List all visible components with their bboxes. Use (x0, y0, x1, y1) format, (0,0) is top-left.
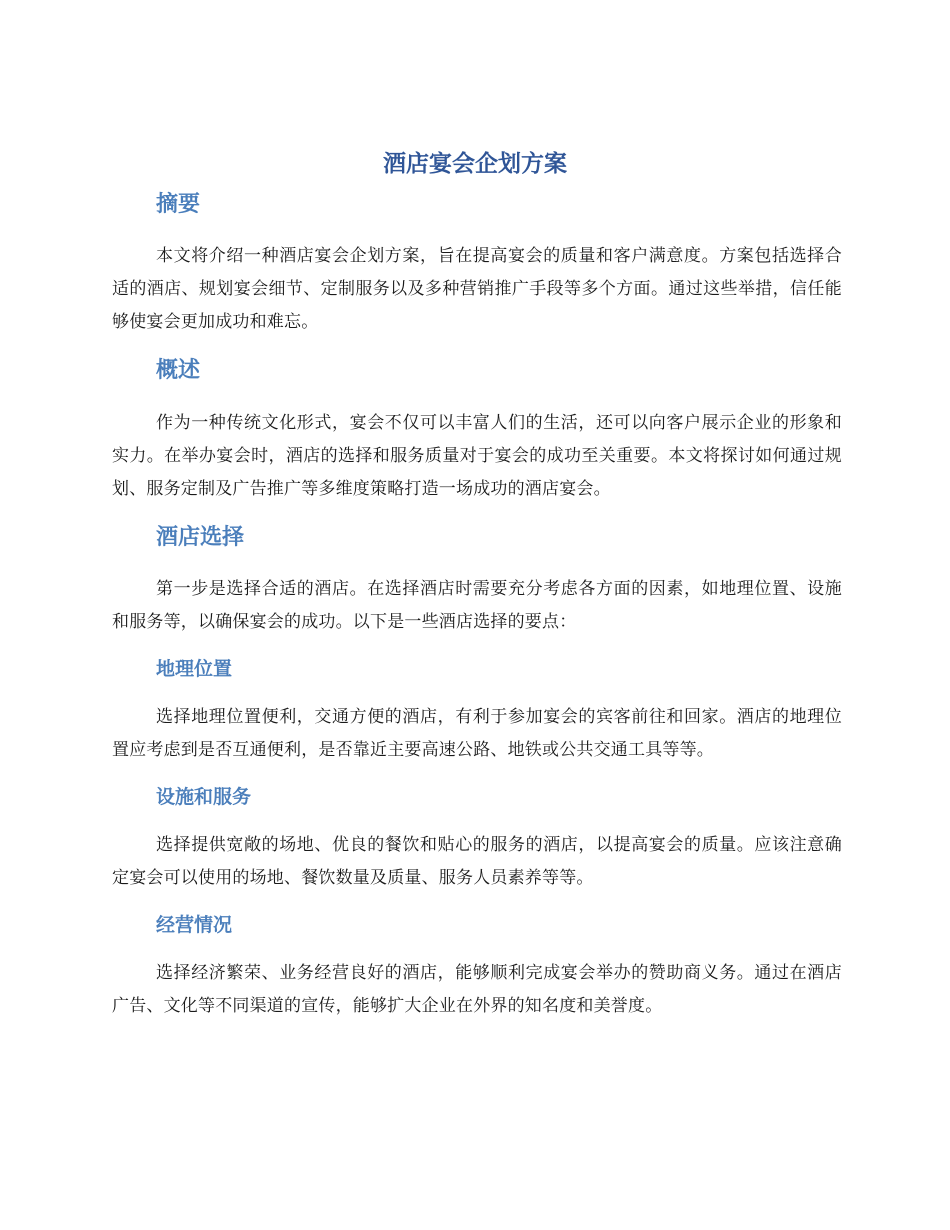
section-heading-overview: 概述 (156, 358, 201, 383)
subsection-paragraph-operations: 选择经济繁荣、业务经营良好的酒店，能够顺利完成宴会举办的赞助商义务。通过在酒店广告、文化等不同渠道的宣传，能够扩大企业在外界的知名度和美誉度。 (112, 963, 842, 1016)
subsection-heading-facilities: 设施和服务 (156, 786, 252, 808)
document-title: 酒店宴会企划方案 (383, 151, 567, 177)
section-paragraph-summary: 本文将介绍一种酒店宴会企划方案，旨在提高宴会的质量和客户满意度。方案包括选择合适的酒店、规划宴会细节、定制服务以及多种营销推广手段等多个方面。通过这些举措，信任能够使宴会更加成功和难忘。 (112, 246, 842, 332)
section-paragraph-hotel-selection: 第一步是选择合适的酒店。在选择酒店时需要充分考虑各方面的因素，如地理位置、设施和服务等，以确保宴会的成功。以下是一些酒店选择的要点： (112, 579, 842, 632)
subsection-heading-operations: 经营情况 (156, 914, 233, 936)
section-heading-hotel-selection: 酒店选择 (156, 525, 245, 550)
subsection-paragraph-facilities: 选择提供宽敞的场地、优良的餐饮和贴心的服务的酒店，以提高宴会的质量。应该注意确定宴会可以使用的场地、餐饮数量及质量、服务人员素养等等。 (112, 835, 842, 888)
subsection-paragraph-location: 选择地理位置便利，交通方便的酒店，有利于参加宴会的宾客前往和回家。酒店的地理位置应考虑到是否互通便利，是否靠近主要高速公路、地铁或公共交通工具等等。 (112, 707, 842, 760)
section-paragraph-overview: 作为一种传统文化形式，宴会不仅可以丰富人们的生活，还可以向客户展示企业的形象和实力。在举办宴会时，酒店的选择和服务质量对于宴会的成功至关重要。本文将探讨如何通过规划、服务定制及广告推广等多维度策略打造一场成功的酒店宴会。 (112, 413, 842, 499)
subsection-heading-location: 地理位置 (156, 658, 233, 680)
section-heading-summary: 摘要 (156, 192, 201, 217)
